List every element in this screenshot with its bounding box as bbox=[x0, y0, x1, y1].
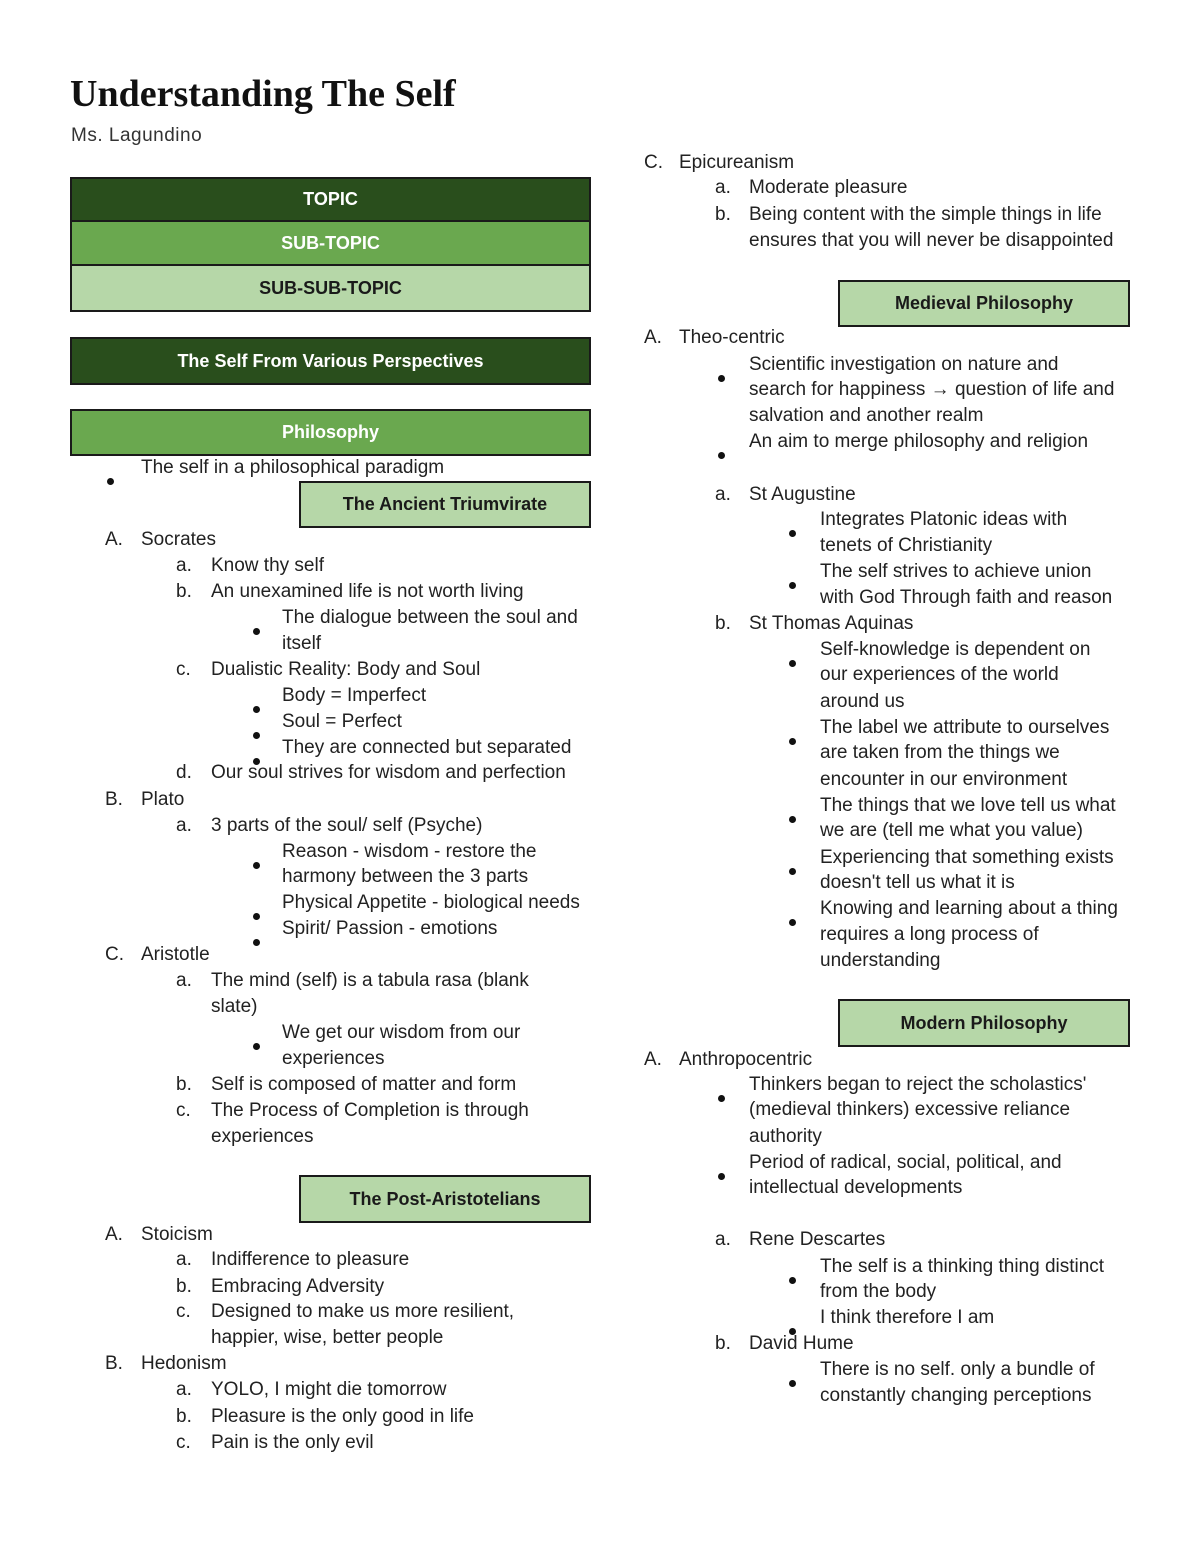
list-marker: b. bbox=[715, 204, 731, 225]
right-line-david-hume: David Hume bbox=[749, 1333, 854, 1354]
left-line-designed-to-make-us-more-resilient: Designed to make us more resilient, bbox=[211, 1301, 515, 1322]
right-line-an-aim-to-merge-philosophy-and-religion: An aim to merge philosophy and religion bbox=[749, 431, 1089, 452]
right-line-experiencing-that-something-exists: Experiencing that something exists bbox=[820, 847, 1114, 868]
left-line-experiences: experiences bbox=[211, 1126, 314, 1147]
bullet-icon bbox=[718, 452, 725, 459]
left-line-we-get-our-wisdom-from-our: We get our wisdom from our bbox=[282, 1022, 521, 1043]
left-line-soul-perfect: Soul = Perfect bbox=[282, 711, 402, 732]
left-line-spirit-passion-emotions: Spirit/ Passion - emotions bbox=[282, 918, 498, 939]
left-line-the-self-in-a-philosophical-paradigm: The self in a philosophical paradigm bbox=[141, 457, 445, 478]
right-line-theo-centric: Theo-centric bbox=[679, 327, 785, 348]
list-marker: b. bbox=[715, 1333, 731, 1354]
bullet-icon bbox=[789, 660, 796, 667]
left-line-embracing-adversity: Embracing Adversity bbox=[211, 1276, 385, 1297]
list-marker: c. bbox=[176, 1301, 191, 1322]
bullet-icon bbox=[253, 706, 260, 713]
legend-subtopic: SUB-TOPIC bbox=[70, 220, 591, 266]
list-marker: a. bbox=[715, 484, 731, 505]
bullet-icon bbox=[253, 939, 260, 946]
right-line-period-of-radical-social-political-and: Period of radical, social, political, and bbox=[749, 1152, 1062, 1173]
bullet-icon bbox=[718, 1173, 725, 1180]
left-line-an-unexamined-life-is-not-worth-living: An unexamined life is not worth living bbox=[211, 581, 524, 602]
left-line-they-are-connected-but-separated: They are connected but separated bbox=[282, 737, 572, 758]
bullet-icon bbox=[789, 1277, 796, 1284]
right-line-encounter-in-our-environment: encounter in our environment bbox=[820, 769, 1068, 790]
right-line-requires-a-long-process-of: requires a long process of bbox=[820, 924, 1039, 945]
right-line-i-think-therefore-i-am: I think therefore I am bbox=[820, 1307, 995, 1328]
right-line-authority: authority bbox=[749, 1126, 822, 1147]
right-line-the-label-we-attribute-to-ourselves: The label we attribute to ourselves bbox=[820, 717, 1110, 738]
left-line-the-process-of-completion-is-through: The Process of Completion is through bbox=[211, 1100, 529, 1121]
list-marker: a. bbox=[176, 1249, 192, 1270]
right-line-constantly-changing-perceptions: constantly changing perceptions bbox=[820, 1385, 1092, 1406]
right-line-we-are-tell-me-what-you-value: we are (tell me what you value) bbox=[820, 820, 1083, 841]
list-marker: a. bbox=[176, 815, 192, 836]
left-line-yolo-i-might-die-tomorrow: YOLO, I might die tomorrow bbox=[211, 1379, 447, 1400]
left-line-slate: slate) bbox=[211, 996, 258, 1017]
left-line-happier-wise-better-people: happier, wise, better people bbox=[211, 1327, 444, 1348]
list-marker: b. bbox=[176, 581, 192, 602]
list-marker: b. bbox=[176, 1276, 192, 1297]
left-line-harmony-between-the-3-parts: harmony between the 3 parts bbox=[282, 866, 529, 887]
left-line-dualistic-reality-body-and-soul: Dualistic Reality: Body and Soul bbox=[211, 659, 481, 680]
bullet-icon bbox=[253, 628, 260, 635]
legend-subsubtopic: SUB-SUB-TOPIC bbox=[70, 264, 591, 312]
left-line-stoicism: Stoicism bbox=[141, 1224, 213, 1245]
document-title: Understanding The Self bbox=[70, 73, 456, 115]
right-line-anthropocentric: Anthropocentric bbox=[679, 1049, 813, 1070]
right-line-our-experiences-of-the-world: our experiences of the world bbox=[820, 664, 1059, 685]
right-line-salvation-and-another-realm: salvation and another realm bbox=[749, 405, 984, 426]
left-line-know-thy-self: Know thy self bbox=[211, 555, 324, 576]
right-line-from-the-body: from the body bbox=[820, 1281, 937, 1302]
list-marker: C. bbox=[105, 944, 124, 965]
right-line-understanding: understanding bbox=[820, 950, 941, 971]
list-marker: a. bbox=[176, 970, 192, 991]
list-marker: b. bbox=[715, 613, 731, 634]
right-line-rene-descartes: Rene Descartes bbox=[749, 1229, 886, 1250]
right-line-with-god-through-faith-and-reason: with God Through faith and reason bbox=[820, 587, 1113, 608]
bullet-icon bbox=[253, 732, 260, 739]
author-name: Ms. Lagundino bbox=[71, 125, 203, 146]
bullet-icon bbox=[253, 862, 260, 869]
bullet-icon bbox=[789, 868, 796, 875]
heading-modern-philosophy: Modern Philosophy bbox=[838, 999, 1130, 1047]
right-line-scientific-investigation-on-nature-and: Scientific investigation on nature and bbox=[749, 354, 1059, 375]
right-line-doesn-t-tell-us-what-it-is: doesn't tell us what it is bbox=[820, 872, 1015, 893]
list-marker: C. bbox=[644, 152, 663, 173]
heading-self-perspectives: The Self From Various Perspectives bbox=[70, 337, 591, 385]
right-line-medieval-thinkers-excessive-reliance: (medieval thinkers) excessive reliance bbox=[749, 1099, 1071, 1120]
list-marker: A. bbox=[644, 1049, 662, 1070]
heading-ancient-triumvirate: The Ancient Triumvirate bbox=[299, 481, 591, 528]
list-marker: B. bbox=[105, 1353, 123, 1374]
right-line-there-is-no-self-only-a-bundle-of: There is no self. only a bundle of bbox=[820, 1359, 1095, 1380]
right-line-st-augustine: St Augustine bbox=[749, 484, 856, 505]
left-line-indifference-to-pleasure: Indifference to pleasure bbox=[211, 1249, 410, 1270]
right-line-search-for-happiness-question-of-life-an: search for happiness → question of life and bbox=[749, 379, 1115, 400]
right-line-the-things-that-we-love-tell-us-what: The things that we love tell us what bbox=[820, 795, 1116, 816]
list-marker: c. bbox=[176, 659, 191, 680]
list-marker: a. bbox=[176, 1379, 192, 1400]
heading-medieval-philosophy: Medieval Philosophy bbox=[838, 280, 1130, 327]
bullet-icon bbox=[789, 816, 796, 823]
bullet-icon bbox=[789, 1380, 796, 1387]
bullet-icon bbox=[789, 919, 796, 926]
list-marker: A. bbox=[644, 327, 662, 348]
right-line-self-knowledge-is-dependent-on: Self-knowledge is dependent on bbox=[820, 639, 1091, 660]
right-line-knowing-and-learning-about-a-thing: Knowing and learning about a thing bbox=[820, 898, 1118, 919]
right-line-st-thomas-aquinas: St Thomas Aquinas bbox=[749, 613, 914, 634]
list-marker: c. bbox=[176, 1100, 191, 1121]
left-line-the-dialogue-between-the-soul-and: The dialogue between the soul and bbox=[282, 607, 578, 628]
left-line-socrates: Socrates bbox=[141, 529, 216, 550]
right-line-integrates-platonic-ideas-with: Integrates Platonic ideas with bbox=[820, 509, 1068, 530]
left-line-our-soul-strives-for-wisdom-and-perfecti: Our soul strives for wisdom and perfection bbox=[211, 762, 566, 783]
left-line-pain-is-the-only-evil: Pain is the only evil bbox=[211, 1432, 374, 1453]
left-line-aristotle: Aristotle bbox=[141, 944, 210, 965]
left-line-physical-appetite-biological-needs: Physical Appetite - biological needs bbox=[282, 892, 580, 913]
left-line-itself: itself bbox=[282, 633, 322, 654]
right-line-being-content-with-the-simple-things-in-: Being content with the simple things in life bbox=[749, 204, 1102, 225]
bullet-icon bbox=[789, 582, 796, 589]
right-line-are-taken-from-the-things-we: are taken from the things we bbox=[820, 742, 1060, 763]
right-line-thinkers-began-to-reject-the-scholastics: Thinkers began to reject the scholastics' bbox=[749, 1074, 1087, 1095]
right-line-around-us: around us bbox=[820, 691, 905, 712]
list-marker: B. bbox=[105, 789, 123, 810]
right-line-the-self-is-a-thinking-thing-distinct: The self is a thinking thing distinct bbox=[820, 1256, 1105, 1277]
left-line-plato: Plato bbox=[141, 789, 185, 810]
right-line-moderate-pleasure: Moderate pleasure bbox=[749, 177, 908, 198]
list-marker: a. bbox=[715, 177, 731, 198]
heading-post-aristotelians: The Post-Aristotelians bbox=[299, 1175, 591, 1223]
list-marker: a. bbox=[715, 1229, 731, 1250]
bullet-icon bbox=[789, 530, 796, 537]
right-line-tenets-of-christianity: tenets of Christianity bbox=[820, 535, 993, 556]
right-line-the-self-strives-to-achieve-union: The self strives to achieve union bbox=[820, 561, 1092, 582]
list-marker: b. bbox=[176, 1406, 192, 1427]
left-line-pleasure-is-the-only-good-in-life: Pleasure is the only good in life bbox=[211, 1406, 474, 1427]
right-line-epicureanism: Epicureanism bbox=[679, 152, 795, 173]
list-marker: a. bbox=[176, 555, 192, 576]
bullet-icon bbox=[107, 478, 114, 485]
left-line-body-imperfect: Body = Imperfect bbox=[282, 685, 427, 706]
right-line-intellectual-developments: intellectual developments bbox=[749, 1177, 963, 1198]
left-line-the-mind-self-is-a-tabula-rasa-blank: The mind (self) is a tabula rasa (blank bbox=[211, 970, 529, 991]
list-marker: d. bbox=[176, 762, 192, 783]
left-line-self-is-composed-of-matter-and-form: Self is composed of matter and form bbox=[211, 1074, 517, 1095]
bullet-icon bbox=[718, 375, 725, 382]
left-line-reason-wisdom-restore-the: Reason - wisdom - restore the bbox=[282, 841, 537, 862]
bullet-icon bbox=[789, 738, 796, 745]
list-marker: c. bbox=[176, 1432, 191, 1453]
left-line-hedonism: Hedonism bbox=[141, 1353, 227, 1374]
bullet-icon bbox=[253, 913, 260, 920]
right-line-ensures-that-you-will-never-be-disappoin: ensures that you will never be disappointed bbox=[749, 230, 1114, 251]
left-line-experiences: experiences bbox=[282, 1048, 385, 1069]
bullet-icon bbox=[718, 1095, 725, 1102]
list-marker: A. bbox=[105, 1224, 123, 1245]
left-line-3-parts-of-the-soul-self-psyche: 3 parts of the soul/ self (Psyche) bbox=[211, 815, 483, 836]
legend-topic: TOPIC bbox=[70, 177, 591, 222]
list-marker: A. bbox=[105, 529, 123, 550]
heading-philosophy: Philosophy bbox=[70, 409, 591, 456]
list-marker: b. bbox=[176, 1074, 192, 1095]
bullet-icon bbox=[253, 1043, 260, 1050]
